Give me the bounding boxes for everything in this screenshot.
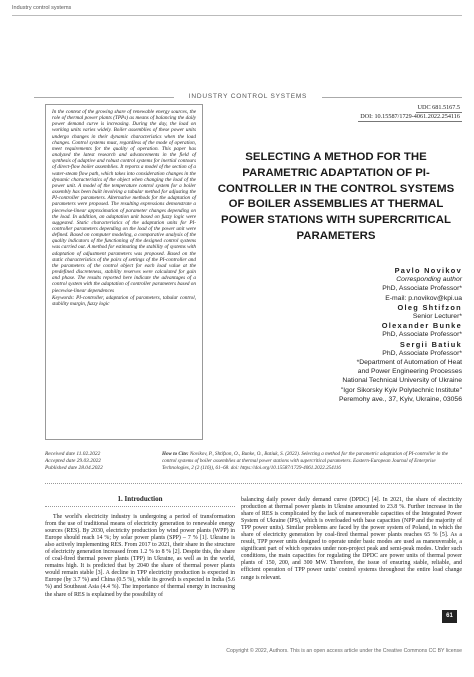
article-dates	[45, 451, 145, 473]
author-position: PhD, Associate Professor*	[382, 285, 462, 293]
received-date: Received date 11.02.2022	[45, 451, 101, 457]
author-email[interactable]: E-mail: p.novikov@kpi.ua	[385, 294, 462, 302]
udc-code: UDC 681.5167.5	[417, 104, 460, 111]
abstract-keywords: Keywords: PI-controller, adaptation of parameters, tabular control, stability margin, fuzzy logic	[52, 294, 196, 307]
body-column-left: The world's electricity industry is undergoing a period of transformation from the use of traditional means of electricity generation to renewable energy sources (RES). By 2030, electricity production by wind power plants (WPP) in Europe should reach 14 %; by solar power plants (SPP) – 7 % [1]. Ukraine is also actively implementing RES. From 2017 to 2021, their share in the structure of electricity generation increased from 1.2 % to 8 % [2]. Despite this, the share of coal-fired thermal power plants (TPP) in Ukraine, as well as in the world, remains high. It is predicted that by 2040 the share of thermal power plants would remain stable [3]. A decline in TPP electricity production is expected in Europe (by 3.7 %) and China (0.5 %), while its growth is expected in India (5.6 %) and Southeast Asia (4.4 %). The importance of thermal energy in increasing the share of RES is explained by the possibility of	[45, 514, 235, 598]
affiliation-line: "Igor Sikorsky Kyiv Polytechnic Institute"	[340, 386, 462, 394]
author-name: Pavlo Novikov	[394, 266, 462, 275]
author-position: PhD, Associate Professor*	[382, 349, 462, 357]
abstract	[45, 104, 203, 440]
affiliation-line: *Department of Automation of Heat	[356, 359, 462, 367]
doi-link[interactable]: DOI: 10.15587/1729-4061.2022.254116	[360, 113, 460, 120]
author-position: Senior Lecturer*	[412, 313, 462, 321]
published-date: Published date 28.04.2022	[45, 465, 103, 472]
article-title: SELECTING A METHOD FOR THE PARAMETRIC ADAPTATION OF PI-CONTROLLER IN THE CONTROL SYSTEMS OF BOILER ASSEMBLIES AT THERMAL POWER STATIONS WITH SUPERCRITICAL PARAMETERS	[217, 151, 455, 242]
section-heading: 1. Introduction	[117, 495, 163, 503]
affiliation-line: and Power Engineering Processes	[357, 368, 462, 376]
section-band: INDUSTRY CONTROL SYSTEMS	[188, 93, 308, 100]
author-name: Olexander Bunke	[381, 321, 462, 331]
affiliation-line: National Technical University of Ukraine	[342, 377, 462, 385]
running-head: Industry control systems	[12, 5, 72, 11]
abstract-text: In the context of the growing share of renewable energy sources, the role of thermal power plants (TPPs) as means of balancing the daily power demand curve is increasing. During the day, the load on working units varies widely. Boiler assemblies of these power units undergo changes in their dynamic characteristics when the load changes. Control systems must, regardless of the mode of operation, meet requirements for the quality of operation. This paper has analyzed the latest research and advancements in the field of synthesis of adaptive and robust control systems for inertial contours of direct-flow boiler assemblies. It reports a model of the section of a water-steam flow path, which takes into consideration changes in the dynamic characteristics of the object when changing the load of the power unit. A model of the temperature control system for a boiler assembly has been built involving a tabular method for adjusting the PI-controller parameters. Alternative methods for the adaptation of parameters were proposed. The resulting expressions demonstrate a piecewise-linear approximation of parameter changes depending on the load. In addition, an adaptation unit based on fuzzy logic were suggested. Static characteristics of the adaptation units for PI-controller parameters depending on the load of the power unit were defined. Based on computer modeling, a comparative analysis of the quality indicators of the functioning of the designed control systems was carried out. A method for estimating the stability of systems with adaptation of adjustment parameters was proposed. Based on the static characteristics of the pairs of settings of the PI-controller and the parameters of the control object for each load value at the predefined discreteness, stability reserves were calculated for gain and phase. The results reported here indicate the advantages of a control system with the adaptation of controller parameters based on piecewise-linear dependences	[52, 109, 196, 294]
author-position: PhD, Associate Professor*	[382, 331, 462, 339]
body-column-right: balancing daily power daily demand curve (DPDC) [4]. In 2021, the share of electricity production at thermal power plants in Ukraine amounted to 23.8 %. Further increase in the share of RES is complicated by the lack of maneuverable capacities of the Integrated Power System of Ukraine (IPS), which is overloaded with base capacities (NPP and the majority of TPP power units). Similar problems are faced by the power system of Poland, in which the share of electricity generation by coal-fired thermal power plants reaches 65 % [5]. As a result, TPP power units designed to operate under basic modes are used as maneuverable, a significant part of which operates under non-project peak and semi-peak modes. Under such conditions, the main capacities for regulating the DPDC are power units of thermal power plants of 150, 200, and 300 MW. Therefore, the issue of ensuring stable, reliable, and efficient operation of TPP power units' control systems throughout the entire load change range is relevant.	[241, 497, 462, 581]
cite-label: How to Cite:	[162, 451, 189, 457]
section-heading-rule	[45, 506, 235, 507]
author-role: Corresponding author	[396, 276, 462, 284]
author-block	[240, 266, 462, 404]
affiliation-line: Peremohy ave., 37, Kyiv, Ukraine, 03056	[338, 395, 462, 403]
divider	[45, 483, 462, 484]
top-rule	[12, 15, 462, 16]
author-name: Oleg Shtifzon	[397, 302, 462, 312]
identifiers	[300, 104, 462, 122]
how-to-cite	[162, 451, 462, 472]
accepted-date: Accepted date 29.03.2022	[45, 458, 101, 465]
author-name: Sergii Batiuk	[399, 339, 462, 349]
cite-text: Novikov, P., Shtifzon, O., Bunke, O., Batiuk, S. (2022). Selecting a method for the parametric adaptation of PI-controller in the control systems of boiler assemblies at thermal power stations with supercritical parameters. Eastern-European Journal of Enterprise Technologies, 2 (2 (116)), 61–68. doi: https://doi.org/10.15587/1729-4061.2022.254116	[162, 451, 448, 472]
page-number: 61	[442, 610, 457, 623]
license-footer: Copyright © 2022, Authors. This is an open access article under the Creative Commons CC BY license	[226, 648, 462, 654]
